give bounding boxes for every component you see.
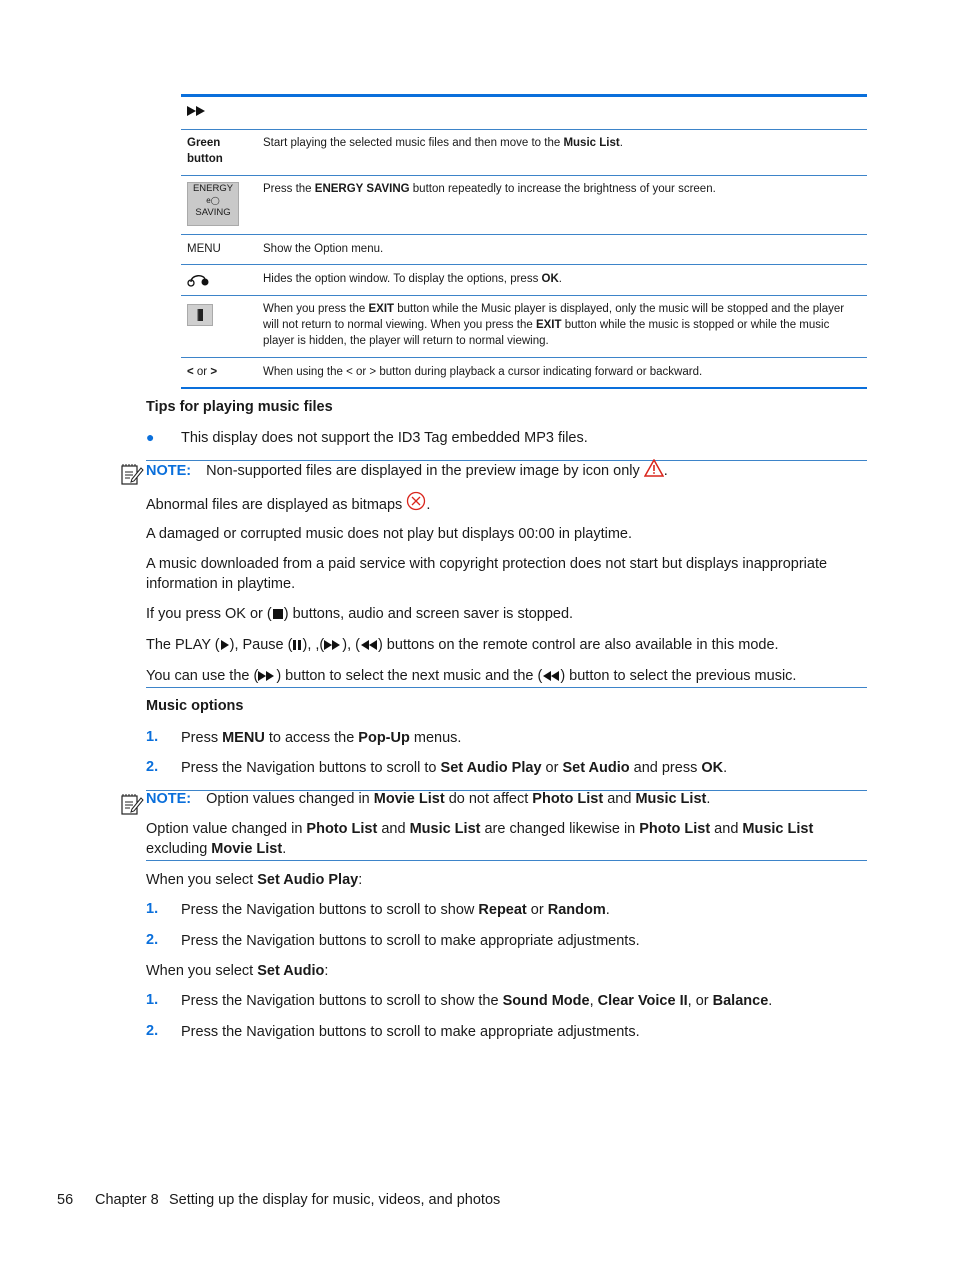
- rewind-icon: [360, 637, 378, 657]
- return-icon: [187, 271, 211, 292]
- note-icon: [120, 792, 144, 821]
- step-text: Press the Navigation buttons to scroll to make appropriate adjustments.: [181, 1024, 640, 1040]
- step-number: 1.: [146, 992, 159, 1008]
- table-row: [181, 358, 867, 387]
- step-number: 2.: [146, 759, 159, 775]
- music-options-heading: Music options: [146, 698, 244, 714]
- note-paragraph: The PLAY ( ), Pause ( ), ,( ), ( ) buttons on the remote control are also available in this mode.: [146, 635, 779, 657]
- table-row: [181, 176, 867, 235]
- table-row: [181, 235, 867, 265]
- step-text: Press the Navigation buttons to scroll to show the Sound Mode, Clear Voice II, or Balance.: [181, 993, 773, 1009]
- note-paragraph: excluding Movie List.: [146, 841, 287, 857]
- note-icon: [120, 462, 144, 491]
- warning-icon: [644, 459, 664, 483]
- note-paragraph: If you press OK or ( ) buttons, audio and screen saver is stopped.: [146, 604, 573, 626]
- stop-icon: [272, 606, 284, 626]
- step-number: 2.: [146, 1023, 159, 1039]
- chapter-title: Setting up the display for music, videos, and photos: [169, 1192, 501, 1208]
- note-line: NOTE: Option values changed in Movie List do not affect Photo List and Music List.: [146, 791, 711, 807]
- bitmap-error-icon: [406, 491, 426, 517]
- row-description: When you press the EXIT button while the Music player is displayed, only the music will be stopped and the player will not return to normal viewing. When you press the EXIT button while the music is stopped or while the music player is hidden, the player will return to normal viewing.: [263, 303, 845, 347]
- play-icon: [220, 637, 230, 657]
- note-label: NOTE:: [146, 791, 192, 807]
- set-audio-intro: When you select Set Audio:: [146, 963, 329, 979]
- green-button-label: Green button: [187, 137, 223, 165]
- bullet-icon: ●: [146, 429, 155, 445]
- table-row: [181, 265, 867, 296]
- chapter-label: Chapter 8: [95, 1192, 159, 1208]
- step-text: Press the Navigation buttons to scroll to Set Audio Play or Set Audio and press OK.: [181, 760, 728, 776]
- note-paragraph: A damaged or corrupted music does not play but displays 00:00 in playtime.: [146, 526, 633, 542]
- note-paragraph: Abnormal files are displayed as bitmaps .: [146, 491, 430, 517]
- tips-heading: Tips for playing music files: [146, 399, 333, 415]
- note-paragraph: Option value changed in Photo List and Music List are changed likewise in Photo List and Music List: [146, 821, 814, 837]
- pause-icon: [292, 637, 302, 657]
- step-text: Press MENU to access the Pop-Up menus.: [181, 730, 462, 746]
- table-row: [181, 296, 867, 358]
- note-paragraph: A music downloaded from a paid service with copyright protection does not start but displays inappropriate information in playtime.: [146, 556, 828, 592]
- note-bottom-rule: [146, 860, 867, 861]
- step-number: 2.: [146, 932, 159, 948]
- table-row: [181, 130, 867, 176]
- set-audio-play-intro: When you select Set Audio Play:: [146, 872, 363, 888]
- fast-forward-icon: [187, 105, 207, 122]
- tips-bullet-text: This display does not support the ID3 Tag embedded MP3 files.: [181, 430, 588, 446]
- fast-forward-icon: [324, 637, 342, 657]
- step-text: Press the Navigation buttons to scroll to show Repeat or Random.: [181, 902, 610, 918]
- row-description: Press the ENERGY SAVING button repeatedly to increase the brightness of your screen.: [263, 183, 716, 195]
- fast-forward-icon: [258, 668, 276, 688]
- row-description: Show the Option menu.: [263, 243, 384, 255]
- exit-icon: [187, 304, 213, 326]
- rewind-icon: [542, 668, 560, 688]
- note-paragraph: You can use the ( ) button to select the next music and the ( ) button to select the previous music.: [146, 666, 796, 688]
- row-description: When using the < or > button during playback a cursor indicating forward or backward.: [263, 366, 703, 378]
- row-description: Hides the option window. To display the options, press OK.: [263, 273, 562, 285]
- note-line: NOTE: Non-supported files are displayed in the preview image by icon only .: [146, 459, 668, 483]
- energy-saving-button-icon: ENERGY e◯ SAVING: [187, 182, 239, 226]
- row-description: Start playing the selected music files and then move to the Music List.: [263, 137, 623, 149]
- note-label: NOTE:: [146, 463, 192, 479]
- arrows-label: < or >: [187, 366, 218, 378]
- table-row: [181, 97, 867, 130]
- step-number: 1.: [146, 901, 159, 917]
- page-number: 56: [57, 1192, 74, 1208]
- menu-label: MENU: [187, 243, 221, 255]
- note-bottom-rule: [146, 687, 867, 688]
- step-number: 1.: [146, 729, 159, 745]
- step-text: Press the Navigation buttons to scroll to make appropriate adjustments.: [181, 933, 640, 949]
- table-bottom-rule: [181, 387, 867, 389]
